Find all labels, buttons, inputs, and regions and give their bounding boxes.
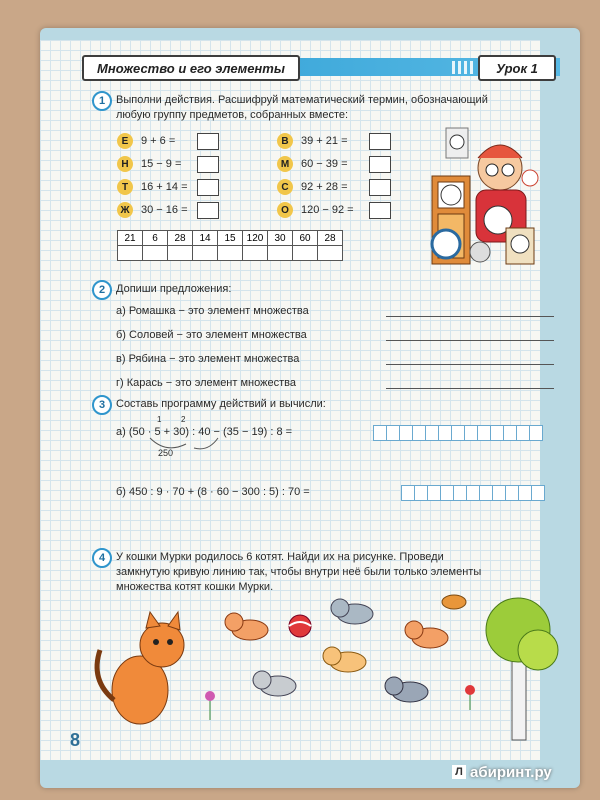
kitten: [331, 599, 373, 624]
cipher-cell: 15: [218, 231, 243, 246]
task4-text-line3: множества котят кошки Мурки.: [116, 581, 274, 593]
cipher-cell: 120: [243, 231, 268, 246]
task3b-expression: б) 450 : 9 · 70 + (8 · 60 − 300 : 5) : 70 =: [116, 486, 310, 498]
answer-box[interactable]: [197, 156, 219, 173]
expression: 15 − 9 =: [141, 158, 182, 170]
sentence-item: в) Рябина − это элемент множества: [116, 353, 300, 365]
expression: 120 − 92 =: [301, 204, 354, 216]
task2-title: Допиши предложения:: [116, 283, 232, 295]
topic-title: Множество и его элементы: [82, 55, 300, 81]
task3a-expression: а) (50 · 5 + 30) : 40 − (35 − 19) : 8 =: [116, 426, 293, 438]
mother-cat: [97, 612, 184, 724]
cipher-letter: С: [277, 179, 293, 195]
expression: 92 + 28 =: [301, 181, 348, 193]
cipher-letter: В: [277, 133, 293, 149]
cipher-answer-cell[interactable]: [168, 246, 193, 261]
answer-box[interactable]: [197, 202, 219, 219]
task3b-answer-cells[interactable]: [402, 485, 545, 501]
kitten: [405, 621, 448, 648]
cipher-answer-cell[interactable]: [318, 246, 343, 261]
watermark: абиринт.ру: [470, 764, 552, 781]
cipher-answer-cell[interactable]: [243, 246, 268, 261]
cipher-letter: Т: [117, 179, 133, 195]
answer-box[interactable]: [197, 179, 219, 196]
expression: 30 − 16 =: [141, 204, 188, 216]
cipher-cell: 21: [118, 231, 143, 246]
cipher-cell: 30: [268, 231, 293, 246]
cipher-answer-cell[interactable]: [118, 246, 143, 261]
cipher-letter: Е: [117, 133, 133, 149]
task-number-2: 2: [92, 280, 112, 300]
answer-line[interactable]: [386, 388, 554, 389]
watchmaker-illustration: [428, 128, 548, 268]
cipher-answer-cell[interactable]: [218, 246, 243, 261]
task4-text-line1: У кошки Мурки родилось 6 котят. Найди их на рисунке. Проведи: [116, 551, 444, 563]
answer-line[interactable]: [386, 316, 554, 317]
kittens-illustration: [80, 590, 550, 740]
kitten: [323, 647, 366, 672]
cipher-answer-cell[interactable]: [268, 246, 293, 261]
sentence-item: б) Соловей − это элемент множества: [116, 329, 307, 341]
sentence-item: г) Карась − это элемент множества: [116, 377, 296, 389]
answer-box[interactable]: [369, 202, 391, 219]
cipher-cell: 28: [168, 231, 193, 246]
task3-title: Составь программу действий и вычисли:: [116, 398, 326, 410]
kitten: [385, 677, 428, 702]
task1-text-line2: любую группу предметов, собранных вместе:: [116, 109, 349, 121]
task3a-result: 250: [158, 448, 174, 458]
task4-text-line2: замкнутую кривую линию так, чтобы внутри неё были только элементы: [116, 566, 482, 578]
header-bars: [452, 61, 473, 74]
task3a-step-1: 1: [157, 415, 162, 424]
cipher-cell: 28: [318, 231, 343, 246]
page-number: 8: [70, 730, 81, 750]
answer-box[interactable]: [369, 179, 391, 196]
task1-text-line1: Выполни действия. Расшифруй математический термин, обозначающий: [116, 94, 488, 106]
cipher-cell: 60: [293, 231, 318, 246]
cipher-cell: 6: [143, 231, 168, 246]
cipher-answer-cell[interactable]: [143, 246, 168, 261]
cipher-letter: М: [277, 156, 293, 172]
cipher-letter: Ж: [117, 202, 133, 218]
cipher-letter: Н: [117, 156, 133, 172]
sentence-item: а) Ромашка − это элемент множества: [116, 305, 309, 317]
flower: [465, 685, 475, 710]
task-number-1: 1: [92, 91, 112, 111]
cipher-cell: 14: [193, 231, 218, 246]
watermark-logo: Л: [452, 765, 466, 779]
task3a-answer-cells[interactable]: [374, 425, 543, 441]
kitten: [225, 613, 268, 640]
cipher-table: [117, 230, 343, 261]
answer-box[interactable]: [369, 133, 391, 150]
lesson-label: Урок 1: [478, 55, 556, 81]
expression: 9 + 6 =: [141, 135, 176, 147]
task-number-3: 3: [92, 395, 112, 415]
task-number-4: 4: [92, 548, 112, 568]
task3a-step-2: 2: [181, 415, 186, 424]
kitten: [253, 671, 296, 696]
cipher-answer-cell[interactable]: [193, 246, 218, 261]
flower: [205, 691, 215, 720]
answer-line[interactable]: [386, 340, 554, 341]
answer-box[interactable]: [369, 156, 391, 173]
expression: 39 + 21 =: [301, 135, 348, 147]
answer-box[interactable]: [197, 133, 219, 150]
answer-line[interactable]: [386, 364, 554, 365]
cipher-letter: О: [277, 202, 293, 218]
expression: 60 − 39 =: [301, 158, 348, 170]
expression: 16 + 14 =: [141, 181, 188, 193]
cipher-answer-cell[interactable]: [293, 246, 318, 261]
